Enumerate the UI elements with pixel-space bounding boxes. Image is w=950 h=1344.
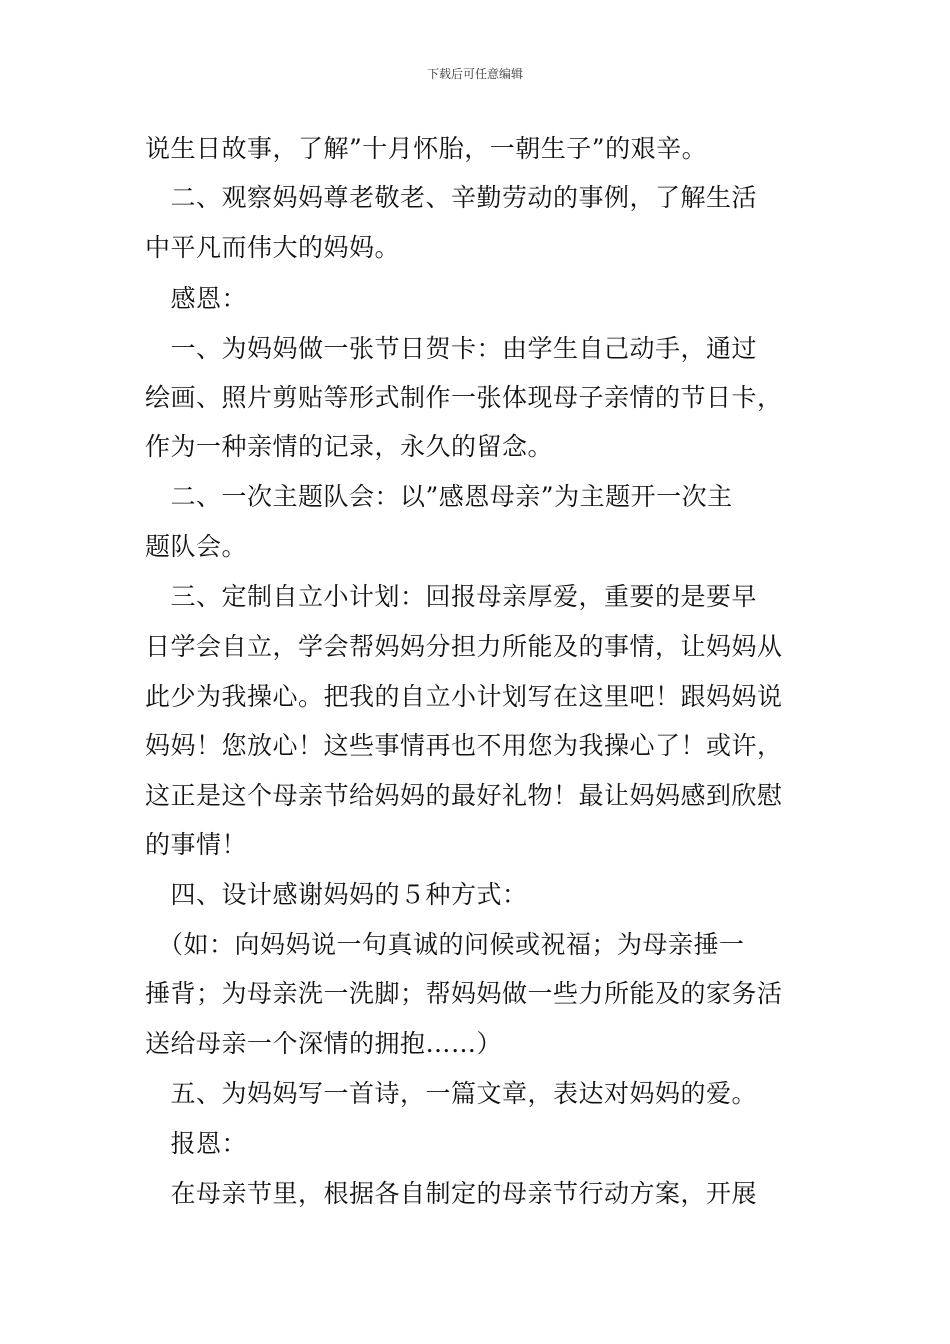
text-line: 妈妈！您放心！这些事情再也不用您为我操心了！或许，	[145, 731, 783, 760]
text-line: 题队会。	[145, 532, 248, 561]
text-line: 感恩：	[145, 284, 248, 313]
text-line: 中平凡而伟大的妈妈。	[145, 233, 401, 262]
text-line: 二、一次主题队会：以”感恩母亲”为主题开一次主	[145, 482, 733, 511]
text-line: 送给母亲一个深情的拥抱……）	[145, 1029, 503, 1058]
text-line: 二、观察妈妈尊老敬老、辛勤劳动的事例，了解生活	[145, 183, 758, 212]
page-header: 下载后可任意编辑	[426, 67, 523, 81]
text-line: 的事情！	[145, 830, 248, 859]
text-line: 三、定制自立小计划：回报母亲厚爱，重要的是要早	[145, 582, 758, 611]
text-line: 在母亲节里，根据各自制定的母亲节行动方案，开展	[145, 1179, 758, 1208]
text-line: 绘画、照片剪贴等形式制作一张体现母子亲情的节日卡，	[145, 383, 783, 412]
text-line: 报恩：	[145, 1129, 248, 1158]
text-line: 作为一种亲情的记录，永久的留念。	[145, 432, 554, 461]
text-line: 此少为我操心。把我的自立小计划写在这里吧！跟妈妈说	[145, 682, 783, 711]
text-line: 五、为妈妈写一首诗，一篇文章，表达对妈妈的爱。	[145, 1079, 758, 1108]
text-line: （如：向妈妈说一句真诚的问候或祝福；为母亲捶一	[145, 930, 745, 959]
text-line: 一、为妈妈做一张节日贺卡：由学生自己动手，通过	[145, 334, 758, 363]
text-line: 说生日故事，了解”十月怀胎，一朝生子”的艰辛。	[145, 134, 708, 163]
text-line: 日学会自立，学会帮妈妈分担力所能及的事情，让妈妈从	[145, 632, 783, 661]
text-line: 这正是这个母亲节给妈妈的最好礼物！最让妈妈感到欣慰	[145, 781, 783, 810]
text-line: 四、设计感谢妈妈的５种方式：	[145, 880, 528, 909]
text-line: 捶背；为母亲洗一洗脚；帮妈妈做一些力所能及的家务活	[145, 979, 783, 1008]
